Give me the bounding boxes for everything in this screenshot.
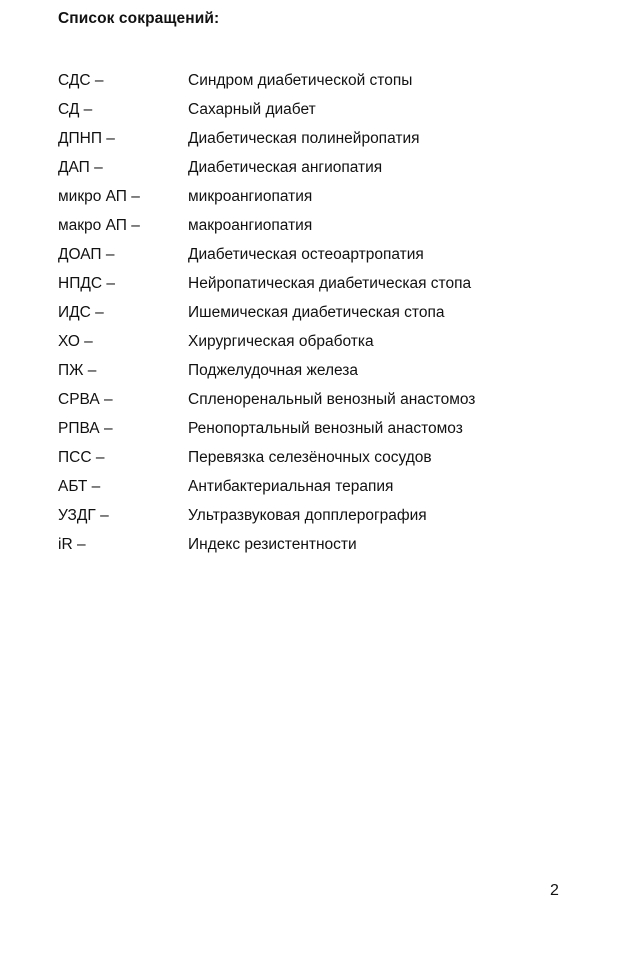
abbreviation-definition: Спленоренальный венозный анастомоз xyxy=(188,391,476,408)
abbreviation-term: микро АП – xyxy=(58,188,140,205)
abbreviation-row xyxy=(58,360,578,389)
abbreviation-term: ДПНП – xyxy=(58,130,115,147)
abbreviation-row xyxy=(58,273,578,302)
abbreviation-row xyxy=(58,157,578,186)
page-number: 2 xyxy=(550,882,559,899)
abbreviation-term: РПВА – xyxy=(58,420,113,437)
abbreviation-definition: Нейропатическая диабетическая стопа xyxy=(188,275,472,292)
abbreviation-row xyxy=(58,215,578,244)
abbreviation-definition: Поджелудочная железа xyxy=(188,362,359,379)
abbreviation-term: СД – xyxy=(58,101,93,118)
abbreviation-definition: Хирургическая обработка xyxy=(188,333,374,350)
abbreviation-term: ДОАП – xyxy=(58,246,115,263)
abbreviation-definition: Диабетическая полинейропатия xyxy=(188,130,420,147)
abbreviation-term: ПСС – xyxy=(58,449,105,466)
abbreviation-row xyxy=(58,99,578,128)
abbreviation-definition: Антибактериальная терапия xyxy=(188,478,394,495)
abbreviation-row xyxy=(58,244,578,273)
abbreviation-term: СДС – xyxy=(58,72,104,89)
abbreviation-row xyxy=(58,70,578,99)
abbreviation-row xyxy=(58,418,578,447)
abbreviation-row xyxy=(58,186,578,215)
abbreviation-definition: Диабетическая остеоартропатия xyxy=(188,246,424,263)
abbreviation-definition: микроангиопатия xyxy=(188,188,313,205)
abbreviation-term: НПДС – xyxy=(58,275,115,292)
abbreviation-term: ХО – xyxy=(58,333,93,350)
abbreviation-definition: Синдром диабетической стопы xyxy=(188,72,413,89)
abbreviation-definition: Индекс резистентности xyxy=(188,536,357,553)
abbreviation-row xyxy=(58,505,578,534)
abbreviation-term: iR – xyxy=(58,536,86,553)
abbreviation-term: ИДС – xyxy=(58,304,104,321)
abbreviation-row xyxy=(58,534,578,563)
abbreviation-definition: Сахарный диабет xyxy=(188,101,316,118)
abbreviation-term: АБТ – xyxy=(58,478,101,495)
abbreviation-term: СРВА – xyxy=(58,391,113,408)
abbreviation-row xyxy=(58,476,578,505)
abbreviation-row xyxy=(58,389,578,418)
abbreviation-list xyxy=(58,70,578,563)
page-title: Список сокращений: xyxy=(58,10,220,27)
abbreviation-definition: Ультразвуковая допплерография xyxy=(188,507,427,524)
abbreviation-term: макро АП – xyxy=(58,217,140,234)
abbreviation-row xyxy=(58,447,578,476)
abbreviation-definition: макроангиопатия xyxy=(188,217,313,234)
abbreviation-row xyxy=(58,302,578,331)
abbreviation-definition: Ренопортальный венозный анастомоз xyxy=(188,420,463,437)
abbreviation-definition: Диабетическая ангиопатия xyxy=(188,159,383,176)
abbreviation-row xyxy=(58,128,578,157)
abbreviation-row xyxy=(58,331,578,360)
abbreviation-definition: Ишемическая диабетическая стопа xyxy=(188,304,445,321)
abbreviation-definition: Перевязка селезёночных сосудов xyxy=(188,449,432,466)
abbreviation-term: УЗДГ – xyxy=(58,507,109,524)
abbreviation-term: ПЖ – xyxy=(58,362,97,379)
abbreviation-term: ДАП – xyxy=(58,159,103,176)
